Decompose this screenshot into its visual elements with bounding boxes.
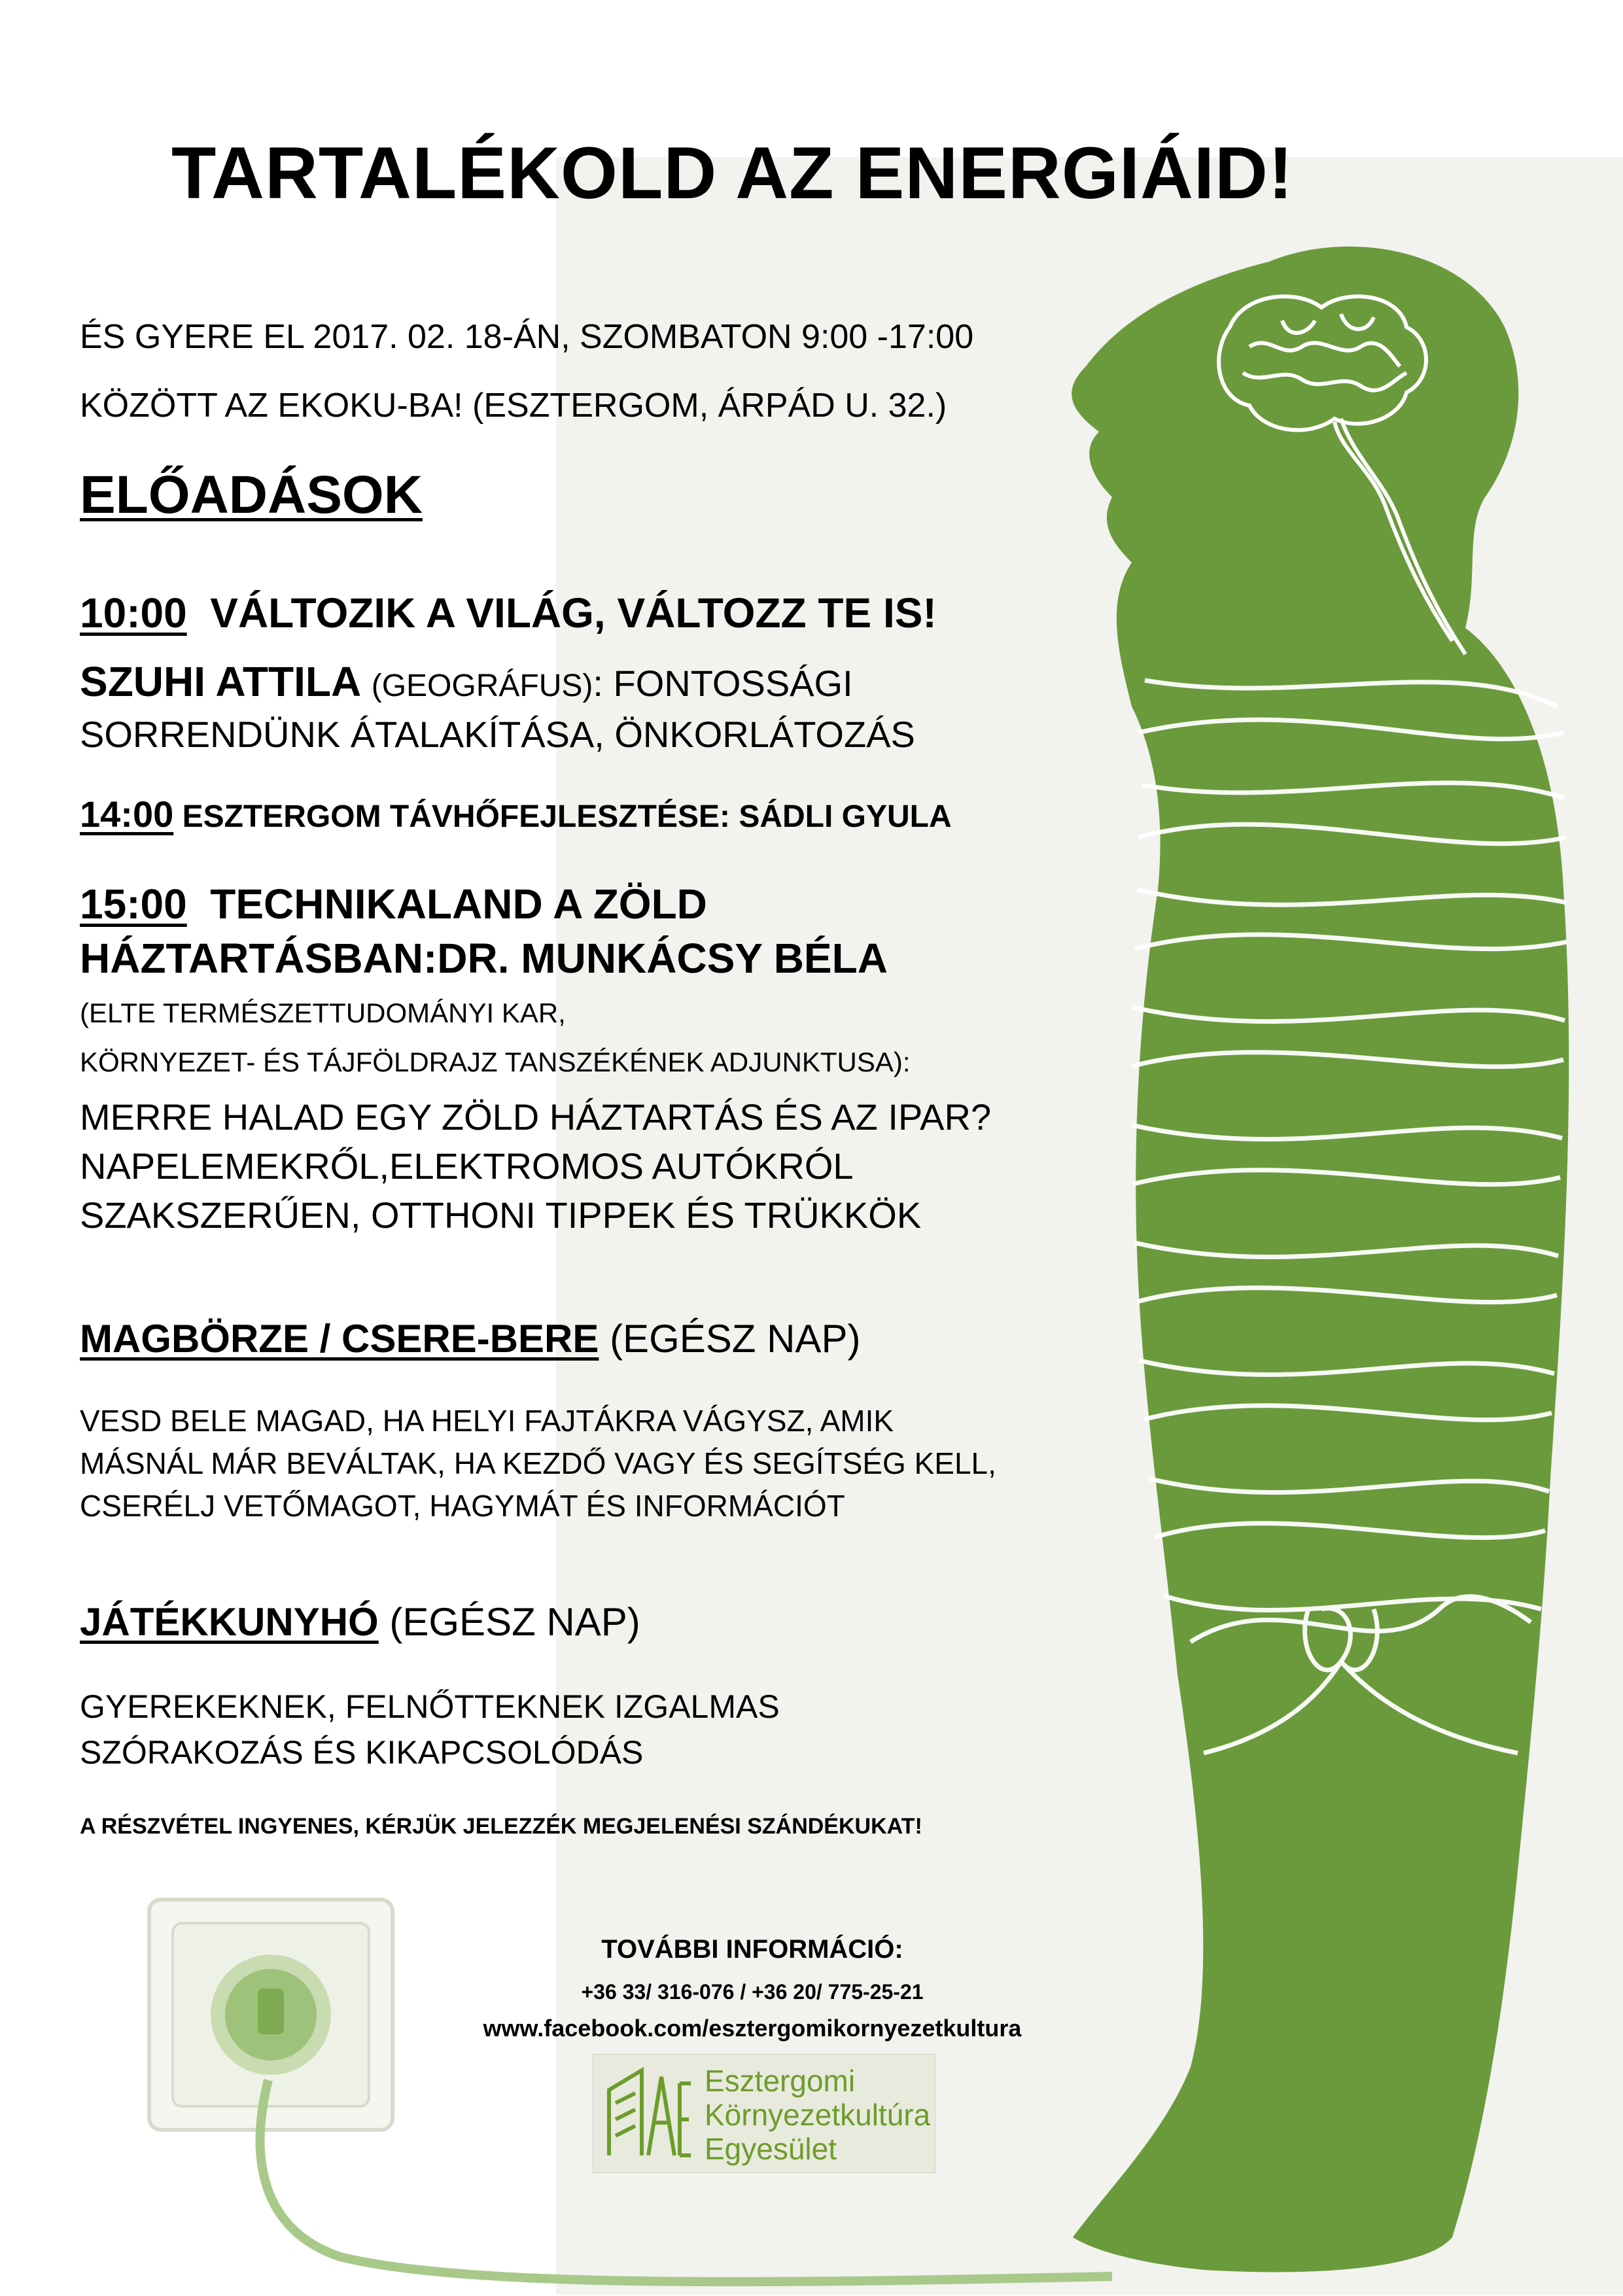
playhouse-heading-row xyxy=(80,1599,640,1644)
lecture-3-desc-1: MERRE HALAD EGY ZÖLD HÁZTARTÁS ÉS AZ IPAR? xyxy=(80,1096,992,1138)
lecture-2-title: ESZTERGOM TÁVHŐFEJLESZTÉSE: SÁDLI GYULA xyxy=(182,799,952,834)
lecture-1-topic-2: SORRENDÜNK ÁTALAKÍTÁSA, ÖNKORLÁTOZÁS xyxy=(80,714,915,755)
seed-swap-line-2: MÁSNÁL MÁR BEVÁLTAK, HA KEZDŐ VAGY ÉS SEGÍTSÉG KELL, xyxy=(80,1446,996,1480)
association-name-line-3: Egyesület xyxy=(705,2132,837,2166)
seed-swap-line-1: VESD BELE MAGAD, HA HELYI FAJTÁKRA VÁGYSZ, AMIK xyxy=(80,1404,894,1438)
lecture-3-affiliation-2: KÖRNYEZET- ÉS TÁJFÖLDRAJZ TANSZÉKÉNEK ADJUNKTUSA): xyxy=(80,1047,911,1077)
seed-swap-when: (EGÉSZ NAP) xyxy=(610,1317,861,1361)
seed-swap-heading-row xyxy=(80,1316,860,1361)
lectures-heading: ELŐADÁSOK xyxy=(80,465,423,525)
lecture-1-speaker: SZUHI ATTILA xyxy=(80,658,362,705)
human-figure-illustration xyxy=(1034,235,1622,2296)
playhouse-line-2: SZÓRAKOZÁS ÉS KIKAPCSOLÓDÁS xyxy=(80,1734,644,1771)
association-logo-icon xyxy=(602,2064,694,2162)
lecture-1-title-row xyxy=(80,589,937,637)
association-name xyxy=(705,2064,930,2166)
page-title: TARTALÉKOLD AZ ENERGIÁID! xyxy=(171,132,1294,214)
playhouse-when: (EGÉSZ NAP) xyxy=(389,1600,640,1644)
contact-phones: +36 33/ 316-076 / +36 20/ 775-25-21 xyxy=(581,1980,924,2004)
lecture-3-title-row xyxy=(80,880,707,928)
seed-swap-line-3: CSERÉLJ VETŐMAGOT, HAGYMÁT ÉS INFORMÁCIÓT xyxy=(80,1489,845,1523)
seed-swap-heading: MAGBÖRZE / CSERE-BERE xyxy=(80,1317,599,1361)
contact-heading: TOVÁBBI INFORMÁCIÓ: xyxy=(601,1935,903,1964)
participation-notice: A RÉSZVÉTEL INGYENES, KÉRJÜK JELEZZÉK MEGJELENÉSI SZÁNDÉKUKAT! xyxy=(80,1814,922,1839)
lecture-3-affiliation-1: (ELTE TERMÉSZETTUDOMÁNYI KAR, xyxy=(80,998,566,1028)
lecture-1-speaker-role: (GEOGRÁFUS) xyxy=(371,669,593,703)
lecture-3-desc-3: SZAKSZERŰEN, OTTHONI TIPPEK ÉS TRÜKKÖK xyxy=(80,1194,922,1236)
lecture-1-title: VÁLTOZIK A VILÁG, VÁLTOZZ TE IS! xyxy=(210,589,937,636)
lecture-2-time: 14:00 xyxy=(80,793,174,835)
contact-web-link[interactable]: www.facebook.com/esztergomikornyezetkultura xyxy=(483,2015,1022,2042)
lecture-3-time: 15:00 xyxy=(80,880,187,928)
lecture-3-desc-2: NAPELEMEKRŐL,ELEKTROMOS AUTÓKRÓL xyxy=(80,1145,854,1187)
lecture-1-time: 10:00 xyxy=(80,589,187,636)
intro-line-1: ÉS GYERE EL 2017. 02. 18-ÁN, SZOMBATON 9:00 -17:00 xyxy=(80,318,974,356)
playhouse-heading: JÁTÉKKUNYHÓ xyxy=(80,1600,379,1644)
intro-line-2: KÖZÖTT AZ EKOKU-BA! (ESZTERGOM, ÁRPÁD U. 32.) xyxy=(80,387,947,425)
lecture-2-row xyxy=(80,793,952,835)
lecture-3-title-1: TECHNIKALAND A ZÖLD xyxy=(210,880,707,928)
association-name-line-1: Esztergomi xyxy=(705,2064,856,2098)
lecture-1-topic-1: : FONTOSSÁGI xyxy=(593,663,853,704)
playhouse-line-1: GYEREKEKNEK, FELNŐTTEKNEK IZGALMAS xyxy=(80,1688,780,1725)
lecture-1-speaker-row xyxy=(80,657,853,706)
association-name-line-2: Környezetkultúra xyxy=(705,2098,931,2132)
association-logo xyxy=(593,2054,935,2173)
lecture-3-title-2: HÁZTARTÁSBAN:DR. MUNKÁCSY BÉLA xyxy=(80,935,888,982)
